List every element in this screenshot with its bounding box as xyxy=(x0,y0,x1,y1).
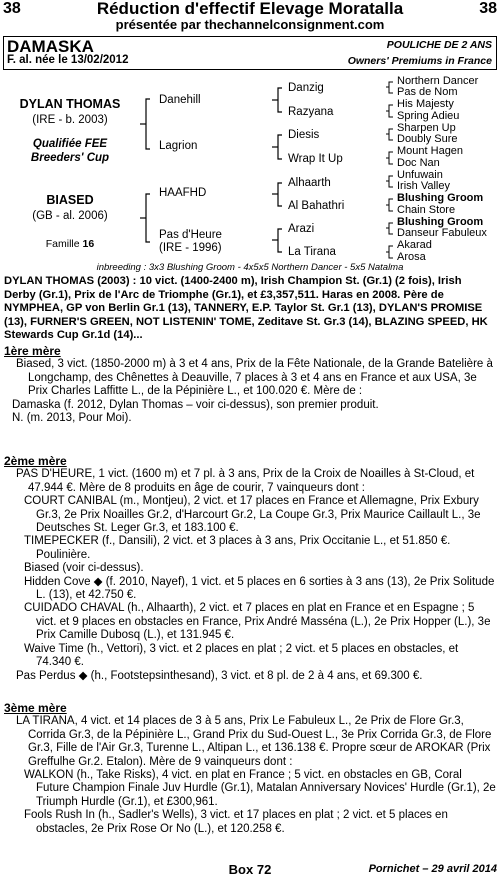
horse-birth: F. al. née le 13/02/2012 xyxy=(7,54,129,66)
ped-gen4-4: Spring Adieu xyxy=(397,110,460,122)
sire-origin: (IRE - b. 2003) xyxy=(32,114,108,126)
ped-gen3-3: Diesis xyxy=(288,129,320,141)
lot-number-right: 38 xyxy=(479,0,497,17)
ped-gen2-2: Lagrion xyxy=(159,140,198,152)
sire-note-qualified: Qualifiée FEE xyxy=(32,138,108,150)
section-third-dam xyxy=(4,702,496,836)
section-title: 3ème mère xyxy=(4,701,67,715)
horse-sex-age: POULICHE DE 2 ANS xyxy=(386,39,492,51)
dam-family xyxy=(0,238,140,251)
sale-place-date: Pornichet – 29 avril 2014 xyxy=(368,863,497,875)
pedigree-table xyxy=(0,70,500,262)
horse-id-box xyxy=(3,36,497,70)
ped-gen4-13: Blushing Groom xyxy=(397,216,484,228)
section-title: 2ème mère xyxy=(4,454,67,468)
ped-gen4-11: Blushing Groom xyxy=(397,192,484,204)
sire-name: DYLAN THOMAS xyxy=(19,97,121,111)
entry: WALKON (h., Take Risks), 4 vict. en plat en France ; 5 vict. en obstacles en GB, Coral Future Champion Finale Juv Hurdle (Gr.1), Matalan Anniversary Novices' Hurdle (Gr.1), 2e Triumph Hurdle (Gr.1), et £300,961. xyxy=(24,769,496,808)
section-title: 1ère mère xyxy=(4,344,61,358)
ped-gen3-8: La Tirana xyxy=(288,246,336,258)
ped-gen4-5: Sharpen Up xyxy=(397,122,456,134)
ped-gen2-3: HAAFHD xyxy=(159,187,207,199)
ped-gen4-7: Mount Hagen xyxy=(397,145,464,157)
entry: Biased (voir ci-dessus). xyxy=(24,562,144,575)
ped-gen4-8: Doc Nan xyxy=(397,157,440,169)
ped-gen3-1: Danzig xyxy=(288,82,324,94)
sire-summary: DYLAN THOMAS (2003) : 10 vict. (1400-2400 m), Irish Champion St. (Gr.1) (2 fois), Irish Derby (Gr.1), Prix de l'Arc de Triomphe (Gr.1), et £3,357,511. Haras en 2008. Père de NYMPHEA, GP von Berlin Gr.1 (13), TANNERY, E.P. Taylor St. Gr.1 (13), DYLAN'S PROMISE (13), FURNER'S GREEN, NOT LISTENIN' TOME, Zeditave St. Gr.3 (14), BLAZING SPEED, HK Stewards Cup Gr.1d (14)... xyxy=(4,275,488,342)
entry: TIMEPECKER (f., Dansili), 2 vict. et 3 places à 3 ans, Prix Occitanie L., et 51.850 €. Poulinière. xyxy=(24,535,451,561)
lot-number-left: 38 xyxy=(3,0,21,17)
owners-premiums: Owners' Premiums in France xyxy=(347,55,492,67)
ped-gen2-4-origin: (IRE - 1996) xyxy=(159,242,222,254)
sale-title: Réduction d'effectif Elevage Moratalla xyxy=(96,0,404,18)
entry: Hidden Cove ◆ (f. 2010, Nayef), 1 vict. et 5 places en 6 sorties à 3 ans (13), 2e Prix Solitude L. (13), et 42.750 €. xyxy=(24,575,495,602)
ped-gen4-6: Doubly Sure xyxy=(397,133,458,145)
box-number: Box 72 xyxy=(228,862,272,877)
ped-gen4-9: Unfuwain xyxy=(397,169,443,181)
family-number: 16 xyxy=(82,238,95,250)
entry: Waive Time (h., Vettori), 3 vict. et 2 places en plat ; 2 vict. et 5 places en obstacles, et 74.340 €. xyxy=(24,642,459,669)
section-second-dam xyxy=(4,455,496,683)
ped-gen3-6: Al Bahathri xyxy=(288,200,345,212)
entry: CUIDADO CHAVAL (h., Alhaarth), 2 vict. et 7 places en plat en France et en Espagne ; 5 vict. et 9 places en obstacles en France, Prix André Masséna (L.), 2e Prix Hopper (L.), 3e Prix Camille Dubosq (L.), et 131.945 €. xyxy=(24,602,491,642)
entry: Damaska (f. 2012, Dylan Thomas – voir ci-dessus), son premier produit. xyxy=(12,398,379,411)
ped-gen3-5: Alhaarth xyxy=(288,177,331,189)
ped-gen4-3: His Majesty xyxy=(397,98,454,110)
ped-gen4-14: Danseur Fabuleux xyxy=(397,227,487,239)
entry: Pas Perdus ◆ (h., Footstepsinthesand), 3 vict. et 8 pl. de 2 à 4 ans, et 69.300 €. xyxy=(16,669,423,682)
dam-origin: (GB - al. 2006) xyxy=(32,210,108,222)
sire-note-breeders-cup: Breeders' Cup xyxy=(30,152,110,164)
ped-gen3-7: Arazi xyxy=(288,223,315,235)
page-footer xyxy=(0,862,500,878)
ped-gen4-2: Pas de Nom xyxy=(397,86,458,98)
ped-gen2-1: Danehill xyxy=(159,94,201,106)
entry: LA TIRANA, 4 vict. et 14 places de 3 à 5 ans, Prix Le Fabuleux L., 2e Prix de Flore Gr.3, Corrida Gr.3, de la Pépinière L., Grand Prix du Sud-Ouest L., 3e Prix Corrida Gr.3, de Flore Gr.3, Fille de l'Air Gr.3, Turenne L., Altipan L., et 136.138 €. Propre sœur de AROKAR (Prix Greffulhe Gr.2. Etalon). Mère de 9 vainqueurs dont : xyxy=(16,715,492,768)
horse-name: DAMASKA xyxy=(7,37,94,56)
ped-gen4-10: Irish Valley xyxy=(397,180,450,192)
family-label: Famille xyxy=(45,238,80,250)
section-first-dam xyxy=(4,345,496,425)
ped-gen4-16: Arosa xyxy=(397,251,426,263)
ped-gen4-12: Chain Store xyxy=(397,204,456,216)
entry: COURT CANIBAL (m., Montjeu), 2 vict. et 17 places en France et Allemagne, Prix Exbury Gr.3, 2e Prix Noailles Gr.2, d'Harcourt Gr.2, La Coupe Gr.3, Prix Maurice Caillault L., 3e Deutsches St. Leger Gr.3, et 183.100 €. xyxy=(24,495,481,535)
entry: Biased, 3 vict. (1850-2000 m) à 3 et 4 ans, Prix de la Fête Nationale, de la Grande Batelière à Longchamp, des Chênettes à Deauville, 7 places à 3 et 4 ans en France et aux USA, 3e Prix Charles Laffitte L., de la Pépinière L., et 100.020 €. Mère de : xyxy=(16,358,493,398)
ped-gen3-4: Wrap It Up xyxy=(288,153,343,165)
ped-gen2-4: Pas d'Heure xyxy=(159,229,222,241)
entry: N. (m. 2013, Pour Moi). xyxy=(12,412,132,425)
dam-name: BIASED xyxy=(46,193,94,207)
consignor-subtitle: présentée par thechannelconsignment.com xyxy=(115,17,385,32)
ped-gen3-2: Razyana xyxy=(288,106,334,118)
entry: PAS D'HEURE, 1 vict. (1600 m) et 7 pl. à 3 ans, Prix de la Croix de Noailles à St-Cloud, et 47.944 €. Mère de 8 produits en âge de courir, 7 vainqueurs dont : xyxy=(16,468,475,494)
entry: Fools Rush In (h., Sadler's Wells), 3 vict. et 17 places en plat ; 2 vict. et 5 places en obstacles, 2e Prix Rose Or No (L.), et 120.258 €. xyxy=(24,809,448,835)
ped-gen4-1: Northern Dancer xyxy=(397,75,479,87)
ped-gen4-15: Akarad xyxy=(397,239,432,251)
inbreeding-line: inbreeding : 3x3 Blushing Groom - 4x5x5 Northern Dancer - 5x5 Natalma xyxy=(96,262,404,273)
